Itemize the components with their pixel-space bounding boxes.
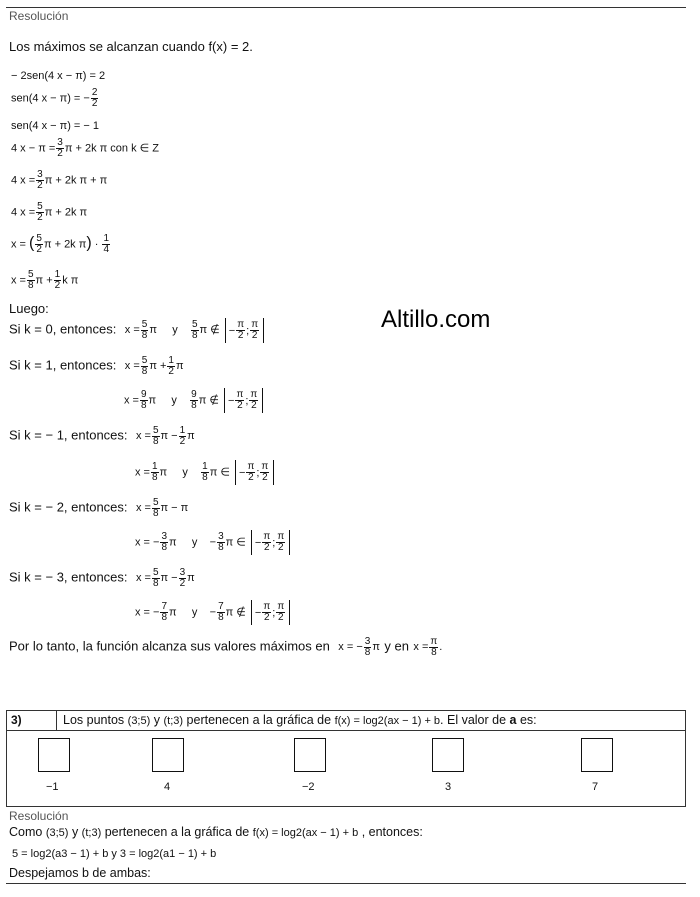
- question-y: y: [153, 713, 161, 727]
- bold-a: a: [509, 713, 517, 727]
- denominator: 2: [37, 212, 43, 223]
- question-text-b: pertenecen a la gráfica de: [186, 713, 332, 727]
- fraction: [27, 270, 35, 291]
- case-km3: Si k = − 3, entonces: x = $\frac{5}{8}$ π − $\frac{3}{2}$ π: [9, 567, 195, 589]
- point-2: (t;3): [163, 715, 184, 727]
- option-checkbox-4[interactable]: [432, 738, 464, 772]
- top-rule: [6, 7, 686, 8]
- numerator: 2: [91, 87, 98, 98]
- conclusion-y: y en: [384, 638, 409, 654]
- equation-7-left: x =: [11, 238, 26, 251]
- resolution-3-line-1: [9, 825, 423, 839]
- denominator: 2: [91, 98, 98, 109]
- numerator: 5: [36, 233, 42, 244]
- case-km2-result: x = − $\frac{3}{8}$ π y − $\frac{3}{8}$ π ∈ − $\frac{\pi}{2}$ ; $\frac{\pi}{2}$: [135, 530, 290, 555]
- equation-1: − 2sen(4 x − π) = 2: [11, 70, 106, 82]
- fraction: [35, 234, 43, 255]
- option-checkbox-3[interactable]: [294, 738, 326, 772]
- question-text-a: Los puntos: [63, 713, 125, 727]
- numerator: 5: [27, 269, 34, 280]
- watermark: Altillo.com: [381, 306, 491, 333]
- numerator: 3: [57, 137, 63, 148]
- equation-8-right: k π: [62, 274, 79, 287]
- equation-5-right: π + 2k π + π: [44, 174, 108, 187]
- fraction: [36, 170, 44, 191]
- case-k0-label: Si k = 0, entonces:: [9, 321, 117, 337]
- fraction: [36, 202, 44, 223]
- question-text: [63, 713, 537, 727]
- line1-c: , entonces:: [361, 825, 423, 839]
- fraction: [91, 88, 99, 109]
- resolution-3-heading: Resolución: [9, 809, 69, 823]
- line1-function: f(x) = log2(ax − 1) + b: [252, 827, 359, 839]
- equation-4: [11, 138, 159, 159]
- option-label-3: −2: [302, 781, 315, 793]
- equation-4-right: π + 2k π con k ∈ Z: [64, 142, 159, 155]
- denominator: 2: [37, 180, 43, 191]
- case-k1-result: x = $\frac{9}{8}$ π y $\frac{9}{8}$ π ∉ − $\frac{\pi}{2}$ ; $\frac{\pi}{2}$: [124, 388, 263, 413]
- numerator: 3: [37, 169, 43, 180]
- equation-7-mid: π + 2k π: [43, 238, 87, 251]
- equation-7: x = ( $\frac{5}{2}$ π + 2k π) · $\frac{1}{4}$: [11, 233, 109, 255]
- resolution-heading: Resolución: [9, 9, 69, 23]
- equation-8: [11, 270, 78, 291]
- equation-2-left: sen(4 x − π) = −: [11, 92, 90, 105]
- numerator: 5: [37, 201, 43, 212]
- option-checkbox-1[interactable]: [38, 738, 70, 772]
- question-text-d: es:: [519, 713, 537, 727]
- line1-point-2: (t;3): [81, 827, 102, 839]
- case-km3-label: Si k = − 3, entonces:: [9, 569, 128, 585]
- denominator: 8: [27, 280, 34, 291]
- case-k1: Si k = 1, entonces: x = $\frac{5}{8}$ π + $\frac{1}{2}$ π: [9, 355, 184, 377]
- function-expression: f(x) = log2(ax − 1) + b: [334, 715, 441, 727]
- denominator: 2: [36, 244, 42, 255]
- denominator: 4: [103, 244, 109, 255]
- line1-point-1: (3;5): [45, 827, 69, 839]
- bottom-rule: [6, 883, 686, 884]
- luego-label: Luego:: [9, 301, 49, 316]
- equation-3: sen(4 x − π) = − 1: [11, 120, 99, 132]
- equation-6-right: π + 2k π: [44, 206, 88, 219]
- line1-y: y: [71, 825, 79, 839]
- intro-line: Los máximos se alcanzan cuando f(x) = 2.: [9, 39, 253, 54]
- conclusion: Por lo tanto, la función alcanza sus valores máximos en x = − $\frac{3}{8}$ π y en x = $\frac{\pi}{8}$ .: [9, 636, 443, 658]
- question-number: 3): [11, 713, 22, 727]
- option-checkbox-5[interactable]: [581, 738, 613, 772]
- case-k1-label: Si k = 1, entonces:: [9, 357, 117, 373]
- line1-a: Como: [9, 825, 43, 839]
- point-1: (3;5): [127, 715, 151, 727]
- question-text-c: . El valor de: [440, 713, 507, 727]
- numerator: 1: [103, 233, 109, 244]
- fraction: [56, 138, 64, 159]
- case-km2-label: Si k = − 2, entonces:: [9, 499, 128, 515]
- case-k0: Si k = 0, entonces: x = $\frac{5}{8}$ π y $\frac{5}{8}$ π ∉ − $\frac{\pi}{2}$ ; $\frac{\pi}{2}$: [9, 318, 264, 343]
- equation-6: [11, 202, 87, 223]
- option-label-2: 4: [164, 781, 171, 793]
- case-km3-result: x = − $\frac{7}{8}$ π y − $\frac{7}{8}$ π ∉ − $\frac{\pi}{2}$ ; $\frac{\pi}{2}$: [135, 600, 290, 625]
- equation-8-mid: π +: [35, 274, 53, 287]
- option-label-1: −1: [46, 781, 59, 793]
- equation-8-left: x =: [11, 274, 26, 287]
- fraction: [54, 270, 62, 291]
- equation-5: [11, 170, 107, 191]
- conclusion-text: Por lo tanto, la función alcanza sus valores máximos en: [9, 638, 330, 654]
- option-label-5: 7: [592, 781, 599, 793]
- fraction: [102, 234, 110, 255]
- equation-6-left: 4 x =: [11, 206, 36, 219]
- resolution-3-line-3: Despejamos b de ambas:: [9, 866, 151, 880]
- case-km1-label: Si k = − 1, entonces:: [9, 427, 128, 443]
- equation-5-left: 4 x =: [11, 174, 36, 187]
- equation-4-left: 4 x − π =: [11, 142, 56, 155]
- equation-2: [11, 88, 99, 109]
- denominator: 2: [54, 280, 61, 291]
- case-km1-result: x = $\frac{1}{8}$ π y $\frac{1}{8}$ π ∈ − $\frac{\pi}{2}$ ; $\frac{\pi}{2}$: [135, 460, 274, 485]
- line1-b: pertenecen a la gráfica de: [104, 825, 250, 839]
- numerator: 1: [54, 269, 61, 280]
- option-checkbox-2[interactable]: [152, 738, 184, 772]
- option-label-4: 3: [445, 781, 452, 793]
- denominator: 2: [57, 148, 63, 159]
- case-km2: Si k = − 2, entonces: x = $\frac{5}{8}$ π − π: [9, 497, 189, 519]
- resolution-3-line-2: 5 = log2(a3 − 1) + b y 3 = log2(a1 − 1) + b: [12, 848, 217, 860]
- case-km1: Si k = − 1, entonces: x = $\frac{5}{8}$ π − $\frac{1}{2}$ π: [9, 425, 195, 447]
